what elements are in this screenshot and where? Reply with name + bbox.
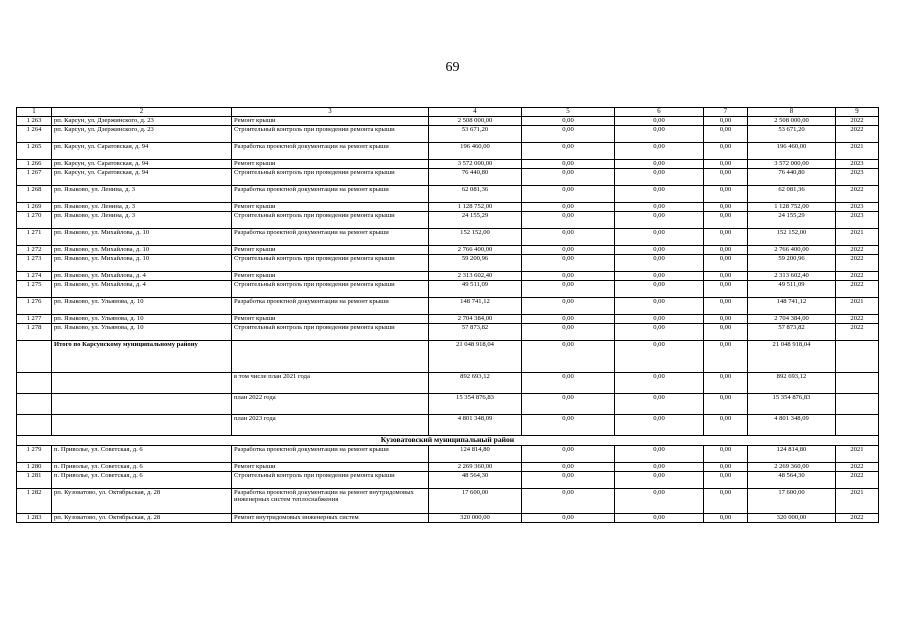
amount-cell: 2 508 000,00 [429, 117, 522, 126]
amount-cell: 0,00 [522, 489, 615, 514]
column-header: 3 [232, 108, 429, 117]
address-cell: рп. Языково, ул. Михайлова, д. 4 [52, 281, 232, 298]
year-cell: 2022 [836, 246, 879, 255]
amount-cell: 2 269 360,00 [748, 463, 836, 472]
row-number: 1 280 [17, 463, 52, 472]
row-number: 1 266 [17, 160, 52, 169]
amount-cell: 0,00 [615, 186, 704, 203]
address-cell: рп. Карсун, ул. Дзержинского, д. 23 [52, 126, 232, 143]
plan-amount: 0,00 [704, 415, 748, 436]
amount-cell: 0,00 [522, 126, 615, 143]
amount-cell: 0,00 [704, 472, 748, 489]
amount-cell: 124 814,80 [429, 446, 522, 463]
table-row [17, 324, 879, 341]
row-number: 1 272 [17, 246, 52, 255]
plan-amount: 0,00 [615, 394, 704, 415]
amount-cell: 57 873,82 [748, 324, 836, 341]
year-cell: 2022 [836, 281, 879, 298]
plan-row [17, 415, 879, 436]
amount-cell: 0,00 [615, 324, 704, 341]
table-cell [17, 373, 52, 394]
amount-cell: 148 741,12 [429, 298, 522, 315]
table-row [17, 472, 879, 489]
amount-cell: 0,00 [615, 272, 704, 281]
amount-cell: 1 128 752,00 [429, 203, 522, 212]
row-number: 1 273 [17, 255, 52, 272]
address-cell: рп. Карсун, ул. Дзержинского, д. 23 [52, 117, 232, 126]
amount-cell: 0,00 [522, 212, 615, 229]
work-type-cell: Строительный контроль при проведении ремонта крыши [232, 472, 429, 489]
amount-cell: 0,00 [704, 117, 748, 126]
work-type-cell: Ремонт крыши [232, 117, 429, 126]
column-header: 5 [522, 108, 615, 117]
year-cell: 2023 [836, 212, 879, 229]
table-row [17, 246, 879, 255]
address-cell: п. Приволье, ул. Советская, д. 6 [52, 472, 232, 489]
amount-cell: 0,00 [522, 186, 615, 203]
table-row [17, 446, 879, 463]
year-cell: 2022 [836, 514, 879, 523]
table-cell [17, 341, 52, 373]
total-amount: 21 048 918,04 [748, 341, 836, 373]
address-cell: рп. Языково, ул. Ульянова, д. 10 [52, 298, 232, 315]
row-number: 1 283 [17, 514, 52, 523]
year-cell: 2021 [836, 446, 879, 463]
work-type-cell: Ремонт крыши [232, 272, 429, 281]
total-amount: 21 048 918,04 [429, 341, 522, 373]
amount-cell: 2 313 602,40 [748, 272, 836, 281]
amount-cell: 0,00 [615, 463, 704, 472]
table-cell [17, 394, 52, 415]
table-row [17, 203, 879, 212]
row-number: 1 274 [17, 272, 52, 281]
table-row [17, 169, 879, 186]
plan-amount: 0,00 [522, 415, 615, 436]
plan-row [17, 373, 879, 394]
row-number: 1 270 [17, 212, 52, 229]
year-cell: 2022 [836, 463, 879, 472]
work-type-cell: Строительный контроль при проведении ремонта крыши [232, 255, 429, 272]
year-cell: 2022 [836, 186, 879, 203]
amount-cell: 0,00 [615, 298, 704, 315]
amount-cell: 0,00 [615, 126, 704, 143]
amount-cell: 2 508 000,00 [748, 117, 836, 126]
amount-cell: 0,00 [615, 143, 704, 160]
amount-cell: 0,00 [615, 472, 704, 489]
row-number: 1 276 [17, 298, 52, 315]
plan-amount: 0,00 [615, 415, 704, 436]
address-cell: п. Приволье, ул. Советская, д. 6 [52, 446, 232, 463]
amount-cell: 24 155,29 [748, 212, 836, 229]
table-cell [836, 415, 879, 436]
amount-cell: 0,00 [704, 186, 748, 203]
plan-amount: 4 801 348,09 [429, 415, 522, 436]
amount-cell: 2 704 384,00 [429, 315, 522, 324]
amount-cell: 0,00 [522, 117, 615, 126]
table-cell [17, 415, 52, 436]
amount-cell: 17 600,00 [429, 489, 522, 514]
amount-cell: 0,00 [615, 229, 704, 246]
year-cell: 2022 [836, 272, 879, 281]
year-cell: 2021 [836, 229, 879, 246]
amount-cell: 0,00 [522, 514, 615, 523]
address-cell: рп. Языково, ул. Михайлова, д. 10 [52, 255, 232, 272]
amount-cell: 0,00 [522, 160, 615, 169]
amount-cell: 0,00 [704, 212, 748, 229]
table-row [17, 315, 879, 324]
amount-cell: 148 741,12 [748, 298, 836, 315]
table-row [17, 489, 879, 514]
amount-cell: 48 564,30 [748, 472, 836, 489]
total-amount: 0,00 [615, 341, 704, 373]
address-cell: рп. Карсун, ул. Саратовская, д. 94 [52, 143, 232, 160]
plan-amount: 0,00 [522, 394, 615, 415]
table-row [17, 212, 879, 229]
amount-cell: 0,00 [704, 272, 748, 281]
total-row [17, 341, 879, 373]
amount-cell: 0,00 [615, 446, 704, 463]
year-cell: 2022 [836, 126, 879, 143]
amount-cell: 0,00 [522, 315, 615, 324]
table-cell [836, 394, 879, 415]
work-type-cell: Разработка проектной документации на ремонт крыши [232, 446, 429, 463]
table-row [17, 514, 879, 523]
column-header: 4 [429, 108, 522, 117]
table-row [17, 255, 879, 272]
year-cell: 2022 [836, 255, 879, 272]
amount-cell: 0,00 [615, 255, 704, 272]
row-number: 1 263 [17, 117, 52, 126]
amount-cell: 0,00 [522, 324, 615, 341]
address-cell: рп. Языково, ул. Ленина, д. 3 [52, 212, 232, 229]
amount-cell: 2 704 384,00 [748, 315, 836, 324]
plan-amount: 0,00 [704, 373, 748, 394]
amount-cell: 0,00 [704, 255, 748, 272]
total-label: Итого по Карсунскому муниципальному району [52, 341, 232, 373]
amount-cell: 0,00 [615, 246, 704, 255]
row-number: 1 271 [17, 229, 52, 246]
address-cell: рп. Карсун, ул. Саратовская, д. 94 [52, 169, 232, 186]
amount-cell: 0,00 [522, 272, 615, 281]
table-row [17, 229, 879, 246]
year-cell: 2023 [836, 203, 879, 212]
year-cell: 2021 [836, 143, 879, 160]
work-type-cell: Ремонт крыши [232, 160, 429, 169]
amount-cell: 2 766 400,00 [748, 246, 836, 255]
year-cell: 2023 [836, 160, 879, 169]
column-header: 7 [704, 108, 748, 117]
row-number: 1 265 [17, 143, 52, 160]
table-body [17, 108, 879, 523]
amount-cell: 0,00 [704, 246, 748, 255]
row-number: 1 267 [17, 169, 52, 186]
amount-cell: 0,00 [615, 160, 704, 169]
amount-cell: 152 152,00 [429, 229, 522, 246]
repair-program-table [16, 107, 879, 523]
amount-cell: 0,00 [615, 117, 704, 126]
address-cell: рп. Языково, ул. Михайлова, д. 10 [52, 246, 232, 255]
row-number: 1 282 [17, 489, 52, 514]
total-amount: 0,00 [522, 341, 615, 373]
table-row [17, 298, 879, 315]
amount-cell: 0,00 [704, 281, 748, 298]
row-number: 1 278 [17, 324, 52, 341]
amount-cell: 0,00 [522, 298, 615, 315]
amount-cell: 0,00 [615, 169, 704, 186]
amount-cell: 0,00 [615, 489, 704, 514]
amount-cell: 0,00 [522, 246, 615, 255]
column-header: 6 [615, 108, 704, 117]
plan-amount: 892 693,12 [429, 373, 522, 394]
amount-cell: 0,00 [615, 203, 704, 212]
plan-label: в том числе план 2021 года [232, 373, 429, 394]
year-cell: 2023 [836, 169, 879, 186]
table-row [17, 272, 879, 281]
amount-cell: 76 440,80 [429, 169, 522, 186]
work-type-cell: Строительный контроль при проведении ремонта крыши [232, 212, 429, 229]
table-row [17, 281, 879, 298]
amount-cell: 0,00 [522, 169, 615, 186]
amount-cell: 124 814,80 [748, 446, 836, 463]
amount-cell: 0,00 [704, 446, 748, 463]
plan-amount: 892 693,12 [748, 373, 836, 394]
address-cell: рп. Языково, ул. Ленина, д. 3 [52, 203, 232, 212]
work-type-cell: Разработка проектной документации на ремонт крыши [232, 143, 429, 160]
year-cell: 2022 [836, 117, 879, 126]
amount-cell: 0,00 [522, 463, 615, 472]
amount-cell: 62 081,36 [748, 186, 836, 203]
amount-cell: 59 200,96 [429, 255, 522, 272]
amount-cell: 0,00 [704, 298, 748, 315]
table-cell [836, 373, 879, 394]
plan-row [17, 394, 879, 415]
amount-cell: 1 128 752,00 [748, 203, 836, 212]
address-cell: рп. Кузоватово, ул. Октябрьская, д. 28 [52, 489, 232, 514]
work-type-cell: Строительный контроль при проведении ремонта крыши [232, 169, 429, 186]
column-header: 8 [748, 108, 836, 117]
amount-cell: 0,00 [522, 281, 615, 298]
row-number: 1 281 [17, 472, 52, 489]
amount-cell: 0,00 [704, 126, 748, 143]
amount-cell: 49 511,09 [748, 281, 836, 298]
amount-cell: 152 152,00 [748, 229, 836, 246]
amount-cell: 2 269 360,00 [429, 463, 522, 472]
section-title: Кузоватовский муниципальный район [17, 436, 879, 446]
amount-cell: 0,00 [615, 212, 704, 229]
amount-cell: 196 460,00 [429, 143, 522, 160]
section-row [17, 436, 879, 446]
amount-cell: 0,00 [704, 143, 748, 160]
work-type-cell: Строительный контроль при проведении ремонта крыши [232, 126, 429, 143]
address-cell: рп. Кузоватово, ул. Октябрьская, д. 28 [52, 514, 232, 523]
table-row [17, 463, 879, 472]
plan-amount: 15 354 876,83 [429, 394, 522, 415]
amount-cell: 0,00 [704, 514, 748, 523]
amount-cell: 0,00 [704, 160, 748, 169]
work-type-cell: Ремонт крыши [232, 203, 429, 212]
work-type-cell: Разработка проектной документации на ремонт внутридомовых инженерных систем теплоснабжения [232, 489, 429, 514]
plan-amount: 15 354 876,83 [748, 394, 836, 415]
plan-label: план 2022 года [232, 394, 429, 415]
amount-cell: 17 600,00 [748, 489, 836, 514]
row-number: 1 264 [17, 126, 52, 143]
year-cell: 2021 [836, 489, 879, 514]
work-type-cell: Ремонт крыши [232, 463, 429, 472]
amount-cell: 0,00 [522, 143, 615, 160]
row-number: 1 268 [17, 186, 52, 203]
amount-cell: 0,00 [704, 203, 748, 212]
amount-cell: 0,00 [704, 324, 748, 341]
row-number: 1 275 [17, 281, 52, 298]
work-type-cell: Разработка проектной документации на ремонт крыши [232, 186, 429, 203]
table-row [17, 126, 879, 143]
amount-cell: 3 572 000,00 [429, 160, 522, 169]
plan-label: план 2023 года [232, 415, 429, 436]
table-cell [52, 415, 232, 436]
amount-cell: 59 200,96 [748, 255, 836, 272]
address-cell: рп. Языково, ул. Ленина, д. 3 [52, 186, 232, 203]
plan-amount: 4 801 348,09 [748, 415, 836, 436]
year-cell: 2022 [836, 324, 879, 341]
plan-amount: 0,00 [704, 394, 748, 415]
amount-cell: 0,00 [704, 489, 748, 514]
amount-cell: 0,00 [522, 472, 615, 489]
amount-cell: 53 671,20 [748, 126, 836, 143]
address-cell: п. Приволье, ул. Советская, д. 6 [52, 463, 232, 472]
work-type-cell: Ремонт внутридомовых инженерных систем [232, 514, 429, 523]
amount-cell: 76 440,80 [748, 169, 836, 186]
table-cell [52, 373, 232, 394]
address-cell: рп. Языково, ул. Ульянова, д. 10 [52, 315, 232, 324]
amount-cell: 0,00 [704, 463, 748, 472]
year-cell: 2022 [836, 472, 879, 489]
page-number: 69 [445, 60, 460, 75]
amount-cell: 0,00 [615, 281, 704, 298]
year-cell: 2022 [836, 315, 879, 324]
header-row [17, 108, 879, 117]
address-cell: рп. Карсун, ул. Саратовская, д. 94 [52, 160, 232, 169]
column-header: 2 [52, 108, 232, 117]
work-type-cell: Строительный контроль при проведении ремонта крыши [232, 281, 429, 298]
table-row [17, 160, 879, 169]
address-cell: рп. Языково, ул. Ульянова, д. 10 [52, 324, 232, 341]
address-cell: рп. Языково, ул. Михайлова, д. 10 [52, 229, 232, 246]
table-row [17, 143, 879, 160]
row-number: 1 269 [17, 203, 52, 212]
table-cell [232, 341, 429, 373]
amount-cell: 0,00 [704, 229, 748, 246]
work-type-cell: Ремонт крыши [232, 315, 429, 324]
table-cell [836, 341, 879, 373]
amount-cell: 0,00 [704, 169, 748, 186]
amount-cell: 0,00 [522, 203, 615, 212]
table-row [17, 186, 879, 203]
work-type-cell: Разработка проектной документации на ремонт крыши [232, 298, 429, 315]
amount-cell: 0,00 [615, 315, 704, 324]
amount-cell: 24 155,29 [429, 212, 522, 229]
amount-cell: 0,00 [522, 446, 615, 463]
table-cell [52, 394, 232, 415]
total-amount: 0,00 [704, 341, 748, 373]
plan-amount: 0,00 [522, 373, 615, 394]
table-row [17, 117, 879, 126]
work-type-cell: Разработка проектной документации на ремонт крыши [232, 229, 429, 246]
amount-cell: 0,00 [522, 229, 615, 246]
amount-cell: 62 081,36 [429, 186, 522, 203]
year-cell: 2021 [836, 298, 879, 315]
plan-amount: 0,00 [615, 373, 704, 394]
amount-cell: 320 000,00 [429, 514, 522, 523]
column-header: 1 [17, 108, 52, 117]
amount-cell: 2 313 602,40 [429, 272, 522, 281]
amount-cell: 57 873,82 [429, 324, 522, 341]
work-type-cell: Строительный контроль при проведении ремонта крыши [232, 324, 429, 341]
amount-cell: 196 460,00 [748, 143, 836, 160]
work-type-cell: Ремонт крыши [232, 246, 429, 255]
amount-cell: 0,00 [522, 255, 615, 272]
amount-cell: 53 671,20 [429, 126, 522, 143]
row-number: 1 277 [17, 315, 52, 324]
amount-cell: 0,00 [704, 315, 748, 324]
amount-cell: 0,00 [615, 514, 704, 523]
column-header: 9 [836, 108, 879, 117]
amount-cell: 320 000,00 [748, 514, 836, 523]
amount-cell: 3 572 000,00 [748, 160, 836, 169]
address-cell: рп. Языково, ул. Михайлова, д. 4 [52, 272, 232, 281]
amount-cell: 49 511,09 [429, 281, 522, 298]
amount-cell: 2 766 400,00 [429, 246, 522, 255]
amount-cell: 48 564,30 [429, 472, 522, 489]
row-number: 1 279 [17, 446, 52, 463]
